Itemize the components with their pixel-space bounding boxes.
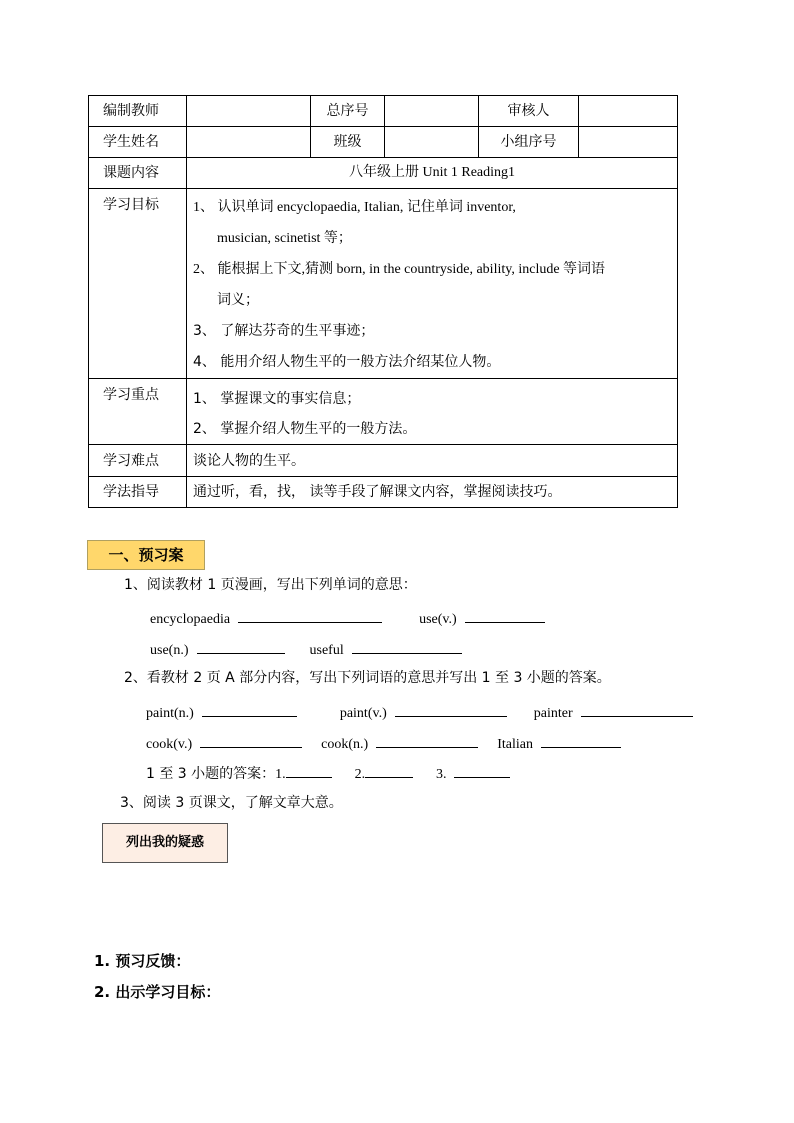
student-value[interactable]: [187, 127, 311, 158]
answers-label: 1 至 3 小题的答案：: [146, 766, 276, 782]
word-label: useful: [309, 643, 344, 658]
goal-line: musician, scinetist 等；: [217, 231, 352, 246]
answer-blank[interactable]: [581, 702, 693, 717]
goal-line: 词义；: [217, 292, 259, 308]
word-label: use(v.): [419, 612, 457, 627]
answer-blank[interactable]: [352, 639, 462, 654]
reviewer-value[interactable]: [579, 96, 678, 127]
class-value[interactable]: [385, 127, 479, 158]
group-value[interactable]: [579, 127, 678, 158]
word-label: cook(n.): [321, 737, 369, 752]
class-label: 班级: [311, 127, 385, 158]
header-table: [88, 95, 678, 508]
goal-line: 1、 认识单词 encyclopaedia, Italian, 记住单词 inventor,: [193, 200, 516, 215]
preview-question-2: 2、看教材 2 页 A 部分内容，写出下列词语的意思并写出 1 至 3 小题的答案。: [124, 670, 611, 686]
table-row: [89, 189, 678, 379]
answer-blank[interactable]: [202, 702, 297, 717]
teacher-label: 编制教师: [89, 96, 187, 127]
word-label: cook(v.): [146, 737, 193, 752]
doubts-box: 列出我的疑惑: [102, 823, 228, 863]
group-label: 小组序号: [479, 127, 579, 158]
answer-item: 1.: [275, 767, 286, 782]
answer-blank[interactable]: [376, 733, 478, 748]
topic-label: 课题内容: [89, 158, 187, 189]
table-row: [89, 445, 678, 477]
topic-value: 八年级上册 Unit 1 Reading1: [187, 158, 678, 189]
student-label: 学生姓名: [89, 127, 187, 158]
goal-line: 3、 了解达芬奇的生平事迹；: [193, 323, 375, 339]
word-label: use(n.): [150, 643, 189, 658]
focus-line: 1、 掌握课文的事实信息；: [193, 391, 361, 407]
word-label: painter: [533, 706, 573, 721]
feedback-item: 1. 预习反馈：: [94, 952, 191, 970]
answer-item: 3.: [435, 767, 447, 782]
answer-blank[interactable]: [197, 639, 285, 654]
goals-cell: [187, 189, 678, 379]
reviewer-label: 审核人: [479, 96, 579, 127]
table-row: [89, 96, 678, 127]
answer-item: 2.: [354, 767, 366, 782]
q2-word-row-1: [146, 702, 693, 723]
word-label: paint(n.): [146, 706, 194, 721]
preview-section-title: 一、预习案: [87, 540, 205, 570]
method-value: 通过听，看，找， 读等手段了解课文内容，掌握阅读技巧。: [187, 477, 678, 508]
answer-blank[interactable]: [365, 763, 413, 778]
serial-value[interactable]: [385, 96, 479, 127]
answer-blank[interactable]: [454, 763, 510, 778]
answers-row: [146, 763, 510, 784]
focus-cell: [187, 379, 678, 445]
answer-blank[interactable]: [238, 608, 382, 623]
difficulty-value: 谈论人物的生平。: [187, 445, 678, 477]
q1-word-row-2: [150, 639, 462, 660]
q2-word-row-2: [146, 733, 621, 754]
answer-blank[interactable]: [286, 763, 332, 778]
teacher-value[interactable]: [187, 96, 311, 127]
table-row: [89, 379, 678, 445]
table-row: [89, 127, 678, 158]
goal-line: 2、 能根据上下文,猜测 born, in the countryside, ability, include 等词语: [193, 262, 606, 277]
preview-question-3: 3、阅读 3 页课文，了解文章大意。: [120, 795, 343, 811]
focus-label: 学习重点: [89, 379, 187, 445]
word-label: paint(v.): [339, 706, 387, 721]
answer-blank[interactable]: [395, 702, 507, 717]
answer-blank[interactable]: [465, 608, 545, 623]
table-row: [89, 158, 678, 189]
goal-line: 4、 能用介绍人物生平的一般方法介绍某位人物。: [193, 354, 501, 370]
table-row: [89, 477, 678, 508]
word-label: encyclopaedia: [150, 612, 231, 627]
difficulty-label: 学习难点: [89, 445, 187, 477]
method-label: 学法指导: [89, 477, 187, 508]
answer-blank[interactable]: [200, 733, 302, 748]
focus-line: 2、 掌握介绍人物生平的一般方法。: [193, 421, 417, 437]
answer-blank[interactable]: [541, 733, 621, 748]
q1-word-row-1: [150, 608, 545, 629]
word-label: Italian: [497, 737, 533, 752]
serial-label: 总序号: [311, 96, 385, 127]
objectives-item: 2. 出示学习目标：: [94, 983, 221, 1001]
preview-question-1: 1、阅读教材 1 页漫画，写出下列单词的意思：: [124, 577, 417, 593]
goals-label: 学习目标: [89, 189, 187, 379]
